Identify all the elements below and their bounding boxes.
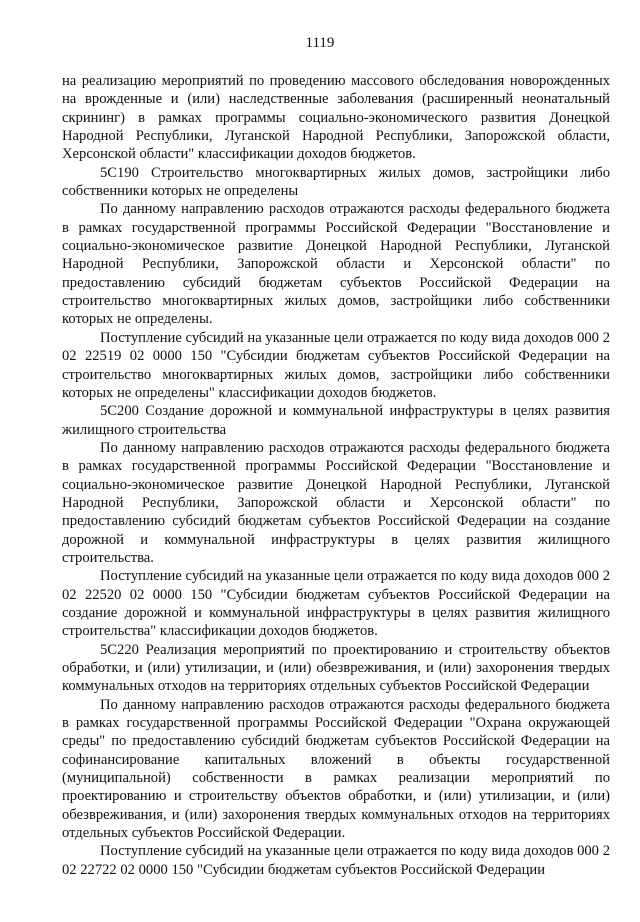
paragraph-continuation: на реализацию мероприятий по проведению массового обследования новорожденных на врожденные и (или) наследственные заболевания (расширенный неонатальный скрининг) в рамках программы социально-экономического развития Донецкой Народной Республики, Луганской Народной Республики, Запорожской области, Херсонской области" классификации доходов бюджетов.: [62, 73, 610, 163]
page-number: 1119: [305, 35, 335, 51]
paragraph-5c190-description: По данному направлению расходов отражаются расходы федерального бюджета в рамках государственной программы Российской Федерации "Восстановление и социально-экономическое развитие Донецкой Народной Республики, Луганской Народной Республики, Запорожской области и Херсонской области" по предоставлению субсидий бюджетам субъектов Российской Федерации на строительство многоквартирных жилых домов, застройщики либо собственники которых не определены.: [62, 201, 610, 328]
paragraph-5c190-income-code: Поступление субсидий на указанные цели отражается по коду вида доходов 000 2 02 22519 02 0000 150 "Субсидии бюджетам субъектов Российской Федерации на строительство многоквартирных жилых домов, застройщики либо собственники которых не определены" классификации доходов бюджетов.: [62, 329, 610, 401]
document-body: [62, 72, 610, 879]
heading-5c190: 5С190 Строительство многоквартирных жилых домов, застройщики либо собственники которых не определены: [62, 164, 610, 200]
paragraph-5c220-income-code: Поступление субсидий на указанные цели отражается по коду вида доходов 000 2 02 22722 02 0000 150 "Субсидии бюджетам субъектов Российской Федерации: [62, 843, 610, 878]
paragraph-5c200-income-code: Поступление субсидий на указанные цели отражается по коду вида доходов 000 2 02 22520 02 0000 150 "Субсидии бюджетам субъектов Российской Федерации на создание дорожной и коммунальной инфраструктуры в целях развития жилищного строительства" классификации доходов бюджетов.: [62, 568, 610, 640]
paragraph-5c200-description: По данному направлению расходов отражаются расходы федерального бюджета в рамках государственной программы Российской Федерации "Восстановление и социально-экономическое развитие Донецкой Народной Республики, Луганской Народной Республики, Запорожской области и Херсонской области" по предоставлению субсидий бюджетам субъектов Российской Федерации на создание дорожной и коммунальной инфраструктуры в целях развития жилищного строительства.: [62, 439, 610, 566]
paragraph-5c220-description: По данному направлению расходов отражаются расходы федерального бюджета в рамках государственной программы Российской Федерации "Охрана окружающей среды" по предоставлению субсидий бюджетам субъектов Российской Федерации на софинансирование капитальных вложений в объекты государственной (муниципальной) собственности в рамках реализации мероприятий по проектированию и строительству объектов обработки, и (или) утилизации, и (или) обезвреживания, и (или) захоронения твердых коммунальных отходов на территориях отдельных субъектов Российской Федерации.: [62, 696, 610, 842]
heading-5c200: 5С200 Создание дорожной и коммунальной инфраструктуры в целях развития жилищного строительства: [62, 403, 610, 438]
heading-5c220: 5С220 Реализация мероприятий по проектированию и строительству объектов обработки, и (или) утилизации, и (или) обезвреживания, и (или) захоронения твердых коммунальных отходов на территориях отдельных субъектов Российской Федерации: [62, 641, 610, 695]
